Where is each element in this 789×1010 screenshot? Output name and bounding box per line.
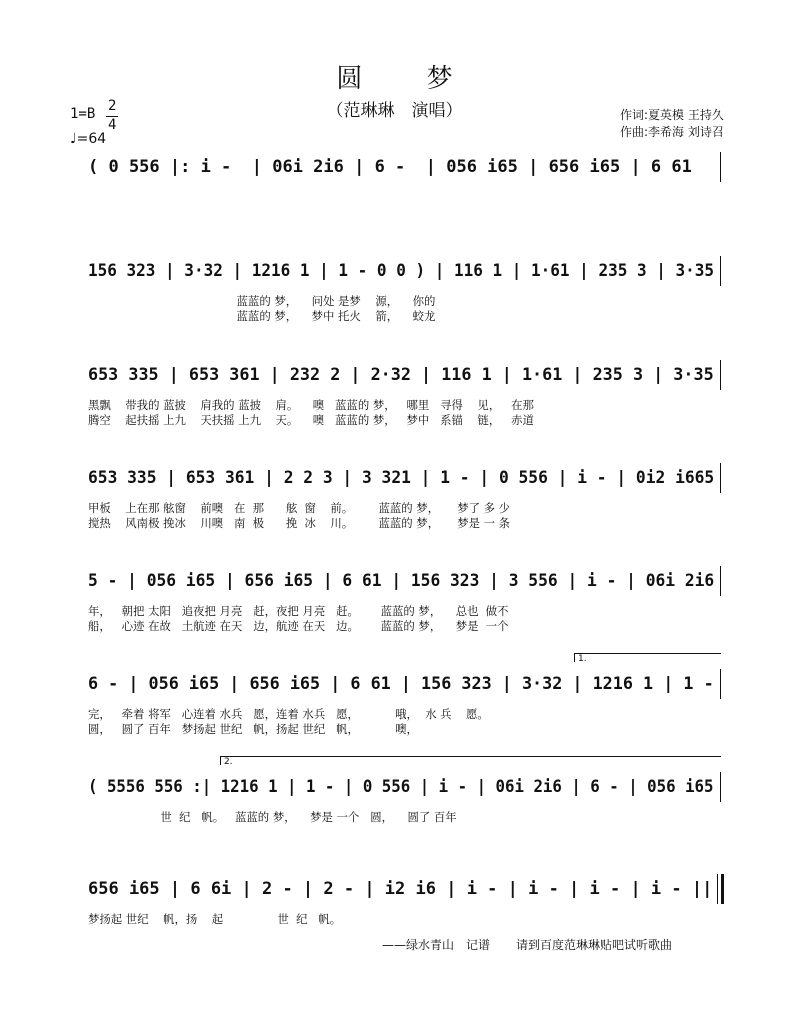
notes-row-3: 653 335 | 653 361 | 232 2 | 2·32 | 116 1 | 1·61 | 235 3 | 3·35	[88, 365, 714, 385]
notes-row-2: 156 323 | 3·32 | 1216 1 | 1 - 0 0 ) | 116 1 | 1·61 | 235 3 | 3·35	[88, 261, 715, 281]
key-signature: 1=B	[70, 106, 96, 122]
final-bar-thick	[721, 874, 724, 904]
time-signature-bottom: 4	[108, 117, 117, 133]
row-end-bar	[720, 256, 721, 286]
tempo-mark: ♩=64	[70, 131, 107, 147]
page-title: 圆 梦	[336, 64, 481, 94]
row-end-bar	[720, 566, 721, 596]
lyrics-row-2-verse-1: 蓝蓝的 梦， 问处 是梦 源， 你的	[88, 294, 436, 308]
lyricist-credit: 作词:夏英模 王持久	[620, 108, 724, 122]
lyrics-row-5-verse-2: 船， 心迹 在故 土航迹 在天 边，航迹 在天 边。 蓝蓝的 梦， 梦是 一个	[88, 619, 509, 633]
second-ending-bracket: 2.	[220, 756, 721, 765]
final-bar	[717, 874, 718, 904]
page-subtitle: （范琳琳 演唱）	[326, 101, 463, 121]
lyrics-row-5-verse-1: 年， 朝把 太阳 追夜把 月亮 赶，夜把 月亮 赶。 蓝蓝的 梦， 总也 做不	[88, 604, 509, 618]
row-end-bar	[720, 360, 721, 390]
notes-row-1: ( 0 556 |: i - | 06i 2i6 | 6 - | 056 i65 | 656 i65 | 6 61	[88, 157, 692, 177]
lyrics-row-8-verse-1: 梦扬起 世纪 帆，扬 起 世 纪 帆。	[88, 912, 342, 926]
lyrics-row-6-verse-2: 圆， 圆了 百年 梦扬起 世纪 帆，扬起 世纪 帆， 噢，	[88, 722, 418, 736]
notes-row-8: 656 i65 | 6 6i | 2 - | 2 - | i2 i6 | i - | i - | i - | i - ||	[88, 879, 713, 899]
lyrics-row-4-verse-1: 甲板 上在那 舷窗 前噢 在 那 舷 窗 前。 蓝蓝的 梦， 梦了 多 少	[88, 501, 511, 515]
notes-row-6: 6 - | 056 i65 | 656 i65 | 6 61 | 156 323 | 3·32 | 1216 1 | 1 -	[88, 674, 714, 694]
row-end-bar	[720, 152, 721, 182]
composer-credit: 作曲:李希海 刘诗召	[620, 125, 724, 139]
lyrics-row-6-verse-1: 完， 牵着 将军 心连着 水兵 愿，连着 水兵 愿， 哦， 水 兵 愿。	[88, 707, 489, 721]
row-end-bar	[720, 669, 721, 699]
notes-row-5: 5 - | 056 i65 | 656 i65 | 6 61 | 156 323 | 3 556 | i - | 06i 2i6	[88, 571, 715, 591]
time-signature-top: 2	[108, 98, 117, 114]
row-end-bar	[720, 772, 721, 802]
lyrics-row-3-verse-2: 腾空 起扶摇 上九 天扶摇 上九 天。 噢 蓝蓝的 梦， 梦中 系锚 链， 赤道	[88, 413, 534, 427]
listen-note: 请到百度范琳琳贴吧试听歌曲	[516, 938, 673, 952]
notes-row-7: ( 5556 556 :| 1216 1 | 1 - | 0 556 | i - | 06i 2i6 | 6 - | 056 i65	[88, 777, 714, 797]
first-ending-bracket: 1.	[574, 653, 721, 662]
row-end-bar	[720, 463, 721, 493]
transcriber-credit: ——绿水青山 记谱	[382, 938, 491, 952]
lyrics-row-3-verse-1: 黑飘 带我的 蓝披 肩我的 蓝披 肩。 噢 蓝蓝的 梦， 哪里 寻得 见， 在那	[88, 398, 534, 412]
lyrics-row-2-verse-2: 蓝蓝的 梦， 梦中 托火 箭， 蛟龙	[88, 309, 436, 323]
lyrics-row-4-verse-2: 搅热 风南极 挽冰 川噢 南 极 挽 冰 川。 蓝蓝的 梦， 梦是 一 条	[88, 516, 511, 530]
lyrics-row-7-verse-1: 世 纪 帆。 蓝蓝的 梦， 梦是 一个 圆， 圆了 百年	[88, 810, 457, 824]
notes-row-4: 653 335 | 653 361 | 2 2 3 | 3 321 | 1 - | 0 556 | i - | 0i2 i665	[88, 468, 715, 488]
